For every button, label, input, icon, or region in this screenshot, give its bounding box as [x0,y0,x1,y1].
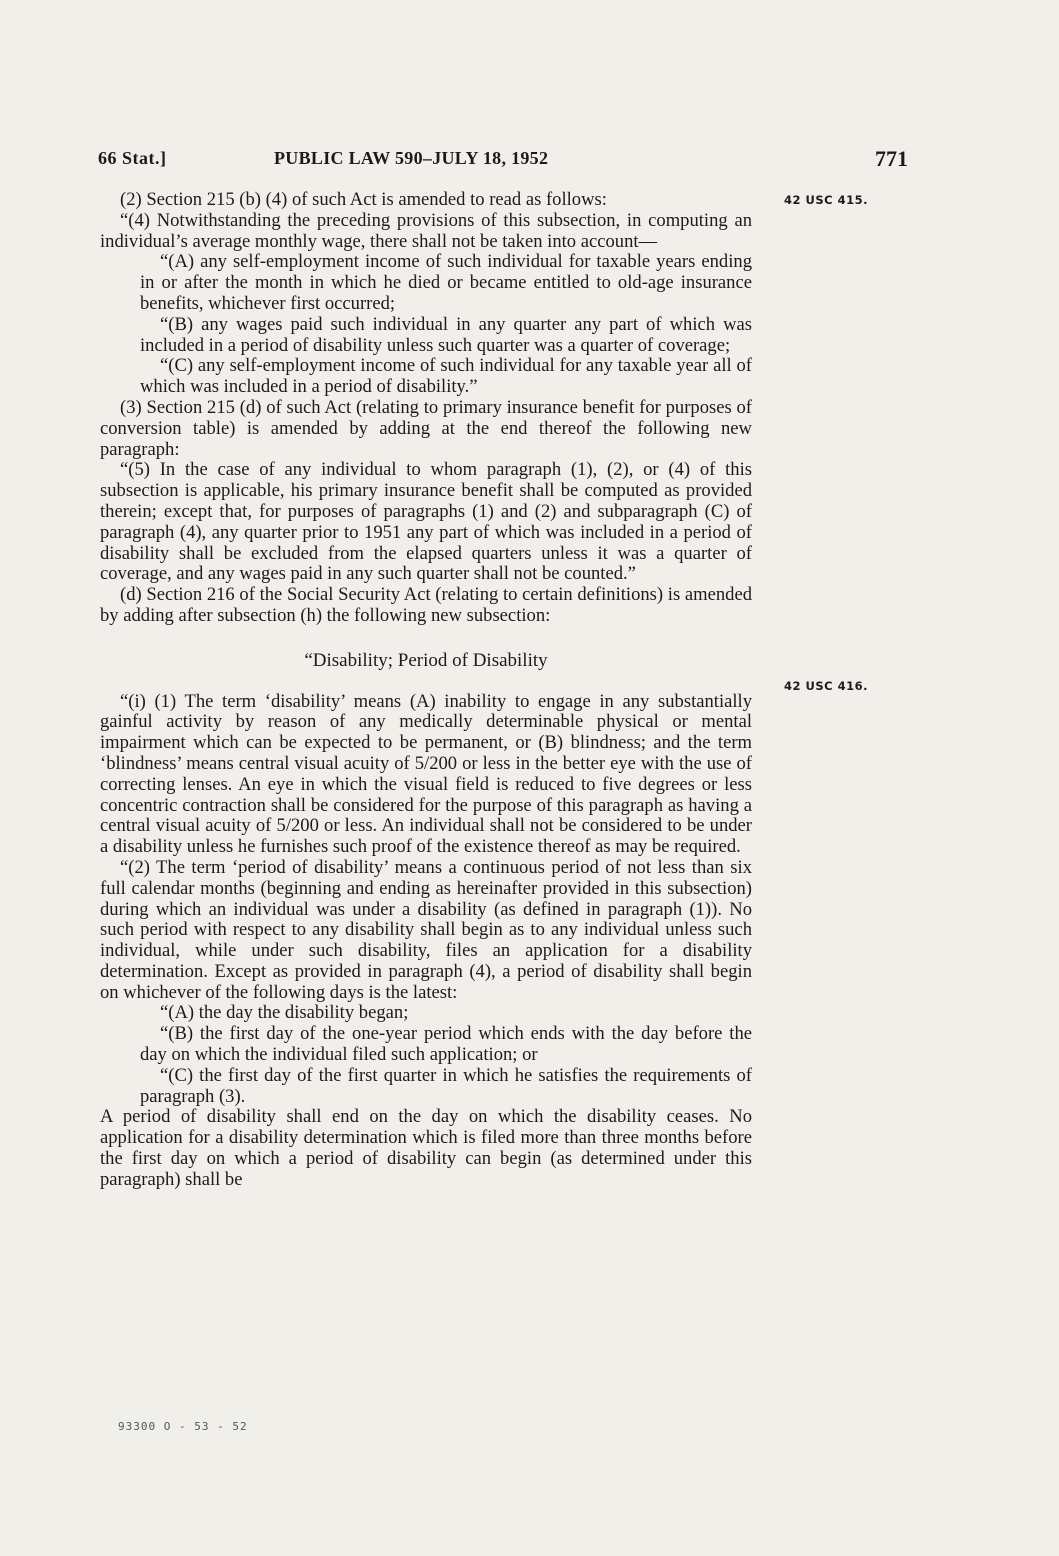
margin-note-usc-416: 42 USC 416. [784,679,868,693]
running-title: PUBLIC LAW 590–JULY 18, 1952 [274,148,549,168]
paragraph: “(C) the first day of the first quarter in which he satisfies the requirements of paragraph (3). [140,1064,752,1107]
statute-reference: 66 Stat.] [98,148,167,168]
paragraph: A period of disability shall end on the day on which the disability ceases. No application for a disability determination which is filed more than three months before the first day on which a period of disability can begin (as determined under this paragraph) shall be [100,1106,752,1190]
paragraph: “(A) any self-employment income of such individual for taxable years ending in or after the month in which he died or became entitled to old-age insurance benefits, whichever first occurred; [140,251,752,314]
page-number: 771 [875,146,908,171]
margin-note-usc-415: 42 USC 415. [784,193,868,207]
paragraph: “(B) the first day of the one-year period which ends with the day before the day on which the individual filed such application; or [140,1023,752,1066]
paragraph: “(C) any self-employment income of such individual for any taxable year all of which was included in a period of disability.” [140,355,752,398]
print-code: 93300 O - 53 - 52 [118,1420,248,1433]
paragraph: “(4) Notwithstanding the preceding provisions of this subsection, in computing an individual’s average monthly wage, there shall not be taken into account— [100,209,752,252]
paragraph: “(A) the day the disability began; [160,1002,409,1024]
paragraph: “(i) (1) The term ‘disability’ means (A) inability to engage in any substantially gainful activity by reason of any medically determinable physical or mental impairment which can be expected to be permanent, or (B) blindness; and the term ‘blindness’ means central visual acuity of 5/200 or less in the better eye with the use of correcting lenses. An eye in which the visual field is reduced to five degrees or less concentric contraction shall be considered for the purpose of this paragraph as having a central visual acuity of 5/200 or less. An individual shall not be considered to be under a disability unless he furnishes such proof of the existence thereof as may be required. [100,690,752,858]
paragraph: “(5) In the case of any individual to whom paragraph (1), (2), or (4) of this subsection is applicable, his primary insurance benefit shall be computed as provided therein; except that, for purposes of paragraphs (1) and (2) and subparagraph (C) of paragraph (4), any quarter prior to 1951 any part of which was included in a period of disability shall be excluded from the elapsed quarters unless it was a quarter of coverage, and any wages paid in any such quarter shall not be counted.” [100,459,752,585]
paragraph: (d) Section 216 of the Social Security Act (relating to certain definitions) is amended by adding after subsection (h) the following new subsection: [100,584,752,626]
body-text [100,190,752,1191]
section-heading: “Disability; Period of Disability [304,649,548,671]
paragraph: (2) Section 215 (b) (4) of such Act is amended to read as follows: [120,189,607,210]
paragraph: “(B) any wages paid such individual in any quarter any part of which was included in a period of disability unless such quarter was a quarter of coverage; [140,313,752,356]
paragraph: (3) Section 215 (d) of such Act (relating to primary insurance benefit for purposes of conversion table) is amended by adding at the end thereof the following new paragraph: [100,396,752,460]
paragraph: “(2) The term ‘period of disability’ means a continuous period of not less than six full calendar months (beginning and ending as hereinafter provided in this subsection) during which an individual was under a disability (as defined in paragraph (1)). No such period with respect to any disability shall begin as to any individual unless such individual, while under such disability, files an application for a disability determination. Except as provided in paragraph (4), a period of disability shall begin on whichever of the following days is the latest: [100,856,752,1003]
page-header [98,146,908,176]
